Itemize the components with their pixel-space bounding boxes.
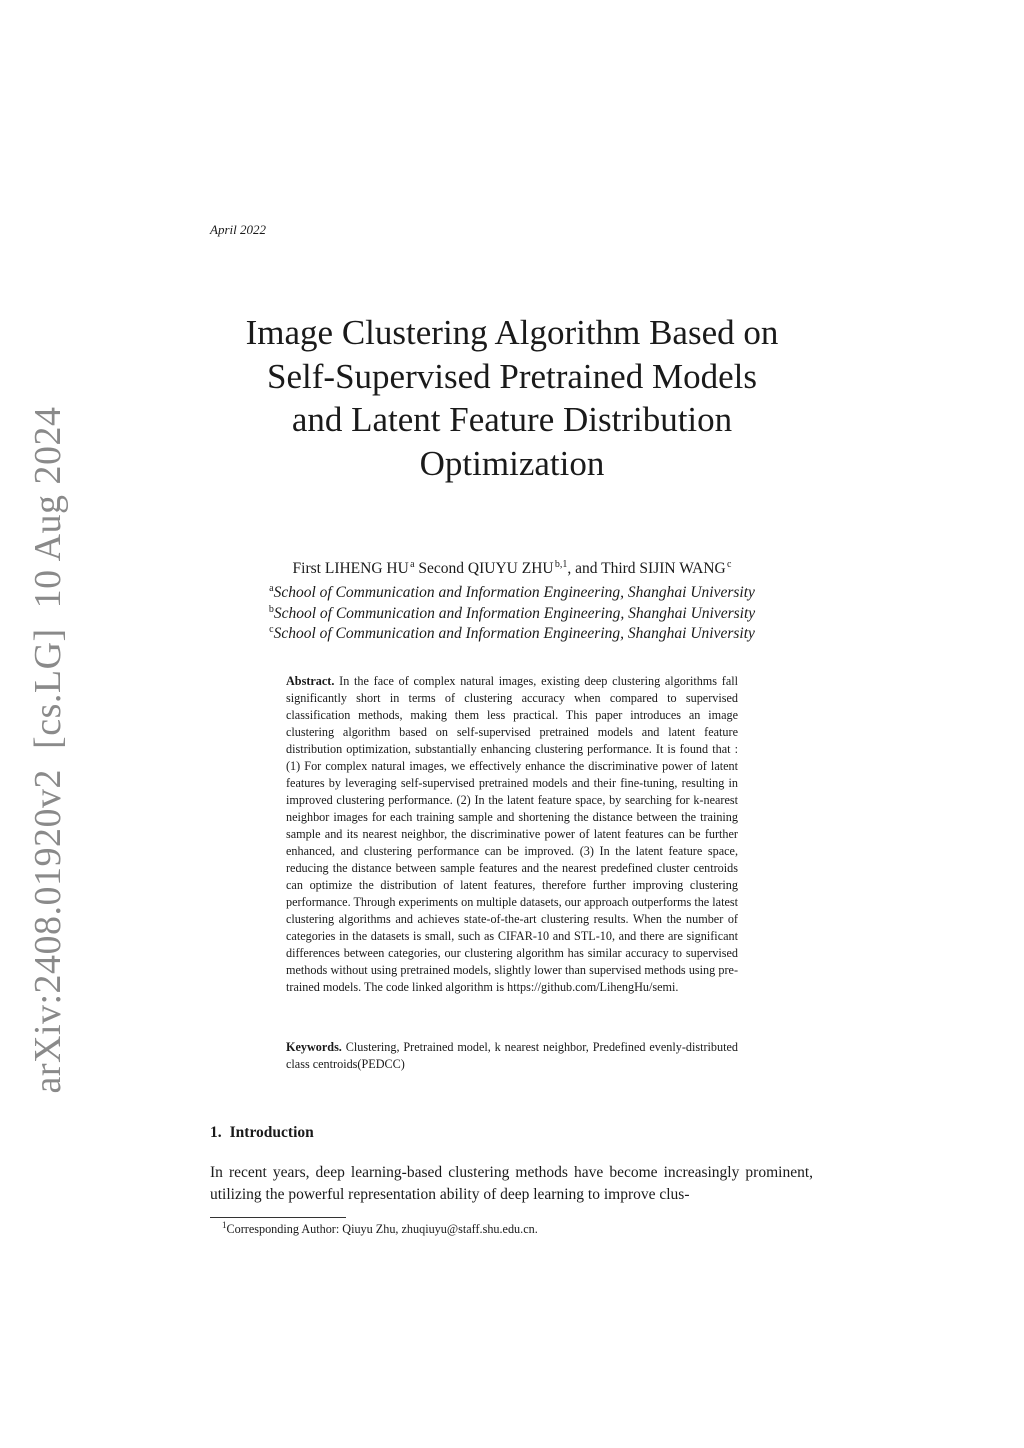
affiliation-mark: b [268, 603, 274, 615]
affiliation-mark: c [269, 623, 274, 635]
keywords [286, 1039, 738, 1073]
abstract-text: In the face of complex natural images, existing deep clustering algorithms fall significantly short in terms of clustering accuracy when compared to supervised classification methods, making them less practical. This paper introduces an image clustering algorithm based on self-supervised pretrained models and latent feature distribution optimization, substantially enhancing clustering performance. It is found that : (1) For complex natural images, we effectively enhance the discriminative power of latent features by leveraging self-supervised pretrained models and their fine-tuning, resulting in improved clustering performance. (2) In the latent feature space, by searching for k-nearest neighbor images for each training sample and shortening the distance between the training sample and its nearest neighbor, the discriminative power of latent features can be further enhanced, and clustering performance can be improved. (3) In the latent feature space, reducing the distance between sample features and the nearest predefined cluster centroids can optimize the distribution of latent features, therefore further improving clustering performance. Through experiments on multiple datasets, our approach outperforms the latest clustering algorithms and achieves state-of-the-art clustering results. When the number of categories in the datasets is small, such as CIFAR-10 and STL-10, and there are significant differences between categories, our clustering algorithm has similar accuracy to supervised methods without using pretrained models, slightly lower than supervised methods using pre-trained models. The code linked algorithm is https://github.com/LihengHu/semi. [286, 674, 738, 994]
section-heading-introduction [210, 1124, 314, 1142]
affiliation-line [200, 583, 824, 604]
title-line: Optimization [419, 443, 605, 483]
author-list [200, 559, 824, 579]
keywords-label: Keywords. [286, 1040, 342, 1054]
author-name: , and Third SIJIN WANG [567, 560, 726, 577]
abstract-label: Abstract. [286, 674, 335, 688]
affiliation-superscript: c [726, 558, 732, 570]
author-name: First LIHENG HU [292, 560, 409, 577]
affiliation-text: School of Communication and Information Engineering, Shanghai University [273, 604, 756, 622]
footnote [222, 1221, 538, 1237]
footnote-divider [210, 1217, 346, 1218]
title-line: and Latent Feature Distribution [291, 400, 733, 439]
affiliation-list [200, 583, 824, 645]
affiliation-text: School of Communication and Information Engineering, Shanghai University [273, 584, 755, 601]
keywords-text: Clustering, Pretrained model, k nearest neighbor, Predefined evenly-distributed class centroids(PEDCC) [286, 1040, 739, 1071]
author-name: Second QIUYU ZHU [418, 560, 554, 577]
date-line: April 2022 [210, 222, 266, 237]
affiliation-line [200, 604, 824, 625]
paper-title [200, 311, 824, 485]
section-number: 1. [210, 1124, 222, 1141]
title-line: Self-Supervised Pretrained Models [267, 356, 757, 396]
affiliation-superscript: b,1 [554, 558, 568, 570]
footnote-mark: 1 [222, 1219, 227, 1230]
title-line: Image Clustering Algorithm Based on [245, 313, 779, 352]
affiliation-line [200, 624, 824, 645]
affiliation-text: School of Communication and Information Engineering, Shanghai University [273, 625, 755, 642]
arxiv-identifier-stamp: arXiv:2408.01920v2 [cs.LG] 10 Aug 2024 [27, 406, 69, 1094]
abstract [286, 673, 738, 996]
footnote-text: Corresponding Author: Qiuyu Zhu, zhuqiuyu@staff.shu.edu.cn. [226, 1222, 538, 1236]
affiliation-superscript: a [410, 558, 415, 570]
affiliation-mark: a [269, 582, 274, 594]
section-title: Introduction [229, 1124, 314, 1141]
introduction-paragraph: In recent years, deep learning-based clustering methods have become increasingly prominent, utilizing the powerful representation ability of deep learning to improve clus- [210, 1164, 813, 1203]
